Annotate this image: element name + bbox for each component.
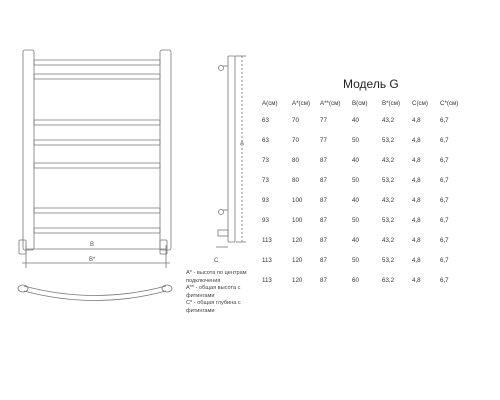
header-b-star: B*(см) [382, 99, 401, 107]
table-cell: 4,8 [412, 276, 421, 284]
table-row [262, 130, 464, 150]
model-title: Модель G [343, 77, 399, 91]
table-cell: 87 [320, 156, 327, 164]
header-a: A(см) [262, 99, 278, 107]
table-cell: 50 [352, 176, 359, 184]
table-cell: 70 [292, 136, 299, 144]
table-cell: 50 [352, 136, 359, 144]
table-cell: 113 [262, 276, 272, 284]
header-c-star: C*(см) [440, 99, 459, 107]
table-cell: 87 [320, 196, 327, 204]
table-cell: 6,7 [440, 276, 449, 284]
dim-label-c: C [214, 258, 219, 264]
table-cell: 4,8 [412, 116, 421, 124]
table-row [262, 110, 464, 130]
table-cell: 63 [262, 136, 269, 144]
table-cell: 6,7 [440, 216, 449, 224]
notes [186, 270, 247, 316]
table-cell: 6,7 [440, 156, 449, 164]
table-cell: 93 [262, 196, 269, 204]
table-cell: 6,7 [440, 176, 449, 184]
table-cell: 70 [292, 116, 299, 124]
spec-table [262, 96, 464, 290]
table-cell: 77 [320, 136, 327, 144]
table-cell: 50 [352, 216, 359, 224]
table-cell: 40 [352, 156, 359, 164]
table-cell: 4,8 [412, 256, 421, 264]
table-cell: 40 [352, 236, 359, 244]
table-cell: 63,2 [382, 276, 395, 284]
table-cell: 113 [262, 256, 272, 264]
table-cell: 100 [292, 216, 303, 224]
table-row [262, 270, 464, 290]
table-cell: 53,2 [382, 176, 395, 184]
note-line: подключения [186, 277, 221, 284]
table-cell: 4,8 [412, 196, 421, 204]
table-cell: 80 [292, 156, 299, 164]
table-cell: 4,8 [412, 236, 421, 244]
header-b: B(см) [352, 99, 368, 107]
table-cell: 6,7 [440, 256, 449, 264]
rungs [34, 60, 160, 233]
header-a-star: A*(см) [292, 99, 311, 107]
table-cell: 43,2 [382, 156, 395, 164]
table-row [262, 150, 464, 170]
note-line: C* - общая глубина с [186, 300, 241, 307]
table-cell: 43,2 [382, 116, 395, 124]
table-cell: 6,7 [440, 196, 449, 204]
table-row [262, 190, 464, 210]
table-row [262, 170, 464, 190]
table-cell: 60 [352, 276, 359, 284]
header-c: C(см) [412, 99, 428, 107]
table-row [262, 210, 464, 230]
note-line: A* - высота по центрам [186, 270, 247, 276]
table-cell: 80 [292, 176, 299, 184]
side-post [228, 56, 235, 242]
table-cell: 4,8 [412, 216, 421, 224]
dim-label-b-star: B* [89, 257, 96, 263]
table-cell: 4,8 [412, 176, 421, 184]
left-post [23, 50, 34, 250]
table-cell: 63 [262, 116, 269, 124]
right-post [160, 50, 171, 250]
table-cell: 4,8 [412, 136, 421, 144]
table-cell: 73 [262, 176, 269, 184]
table-cell: 6,7 [440, 136, 449, 144]
dim-label-b: B [90, 242, 95, 248]
table-row [262, 250, 464, 270]
table-cell: 100 [292, 196, 303, 204]
table-cell: 87 [320, 276, 327, 284]
table-cell: 43,2 [382, 196, 395, 204]
table-cell: 40 [352, 196, 359, 204]
table-cell: 6,7 [440, 116, 449, 124]
table-cell: 53,2 [382, 216, 395, 224]
table-cell: 4,8 [412, 156, 421, 164]
table-cell: 43,2 [382, 236, 395, 244]
table-cell: 87 [320, 256, 327, 264]
dim-label-a: A [240, 141, 245, 147]
table-cell: 6,7 [440, 236, 449, 244]
table-cell: 113 [262, 236, 272, 244]
table-cell: 53,2 [382, 136, 395, 144]
table-cell: 120 [292, 256, 303, 264]
table-cell: 120 [292, 276, 303, 284]
table-cell: 87 [320, 176, 327, 184]
table-row [262, 230, 464, 250]
table-cell: 93 [262, 216, 269, 224]
table-cell: 50 [352, 256, 359, 264]
table-cell: 120 [292, 236, 303, 244]
table-cell: 77 [320, 116, 327, 124]
table-cell: 73 [262, 156, 269, 164]
header-a-double-star: A**(см) [320, 99, 341, 107]
table-header-row [262, 96, 464, 110]
note-line: фитингами [186, 292, 215, 299]
note-line: фитингами [186, 307, 215, 314]
note-line: A** - общая высота с [186, 285, 241, 292]
table-cell: 87 [320, 236, 327, 244]
table-cell: 40 [352, 116, 359, 124]
table-cell: 53,2 [382, 256, 395, 264]
table-cell: 87 [320, 216, 327, 224]
